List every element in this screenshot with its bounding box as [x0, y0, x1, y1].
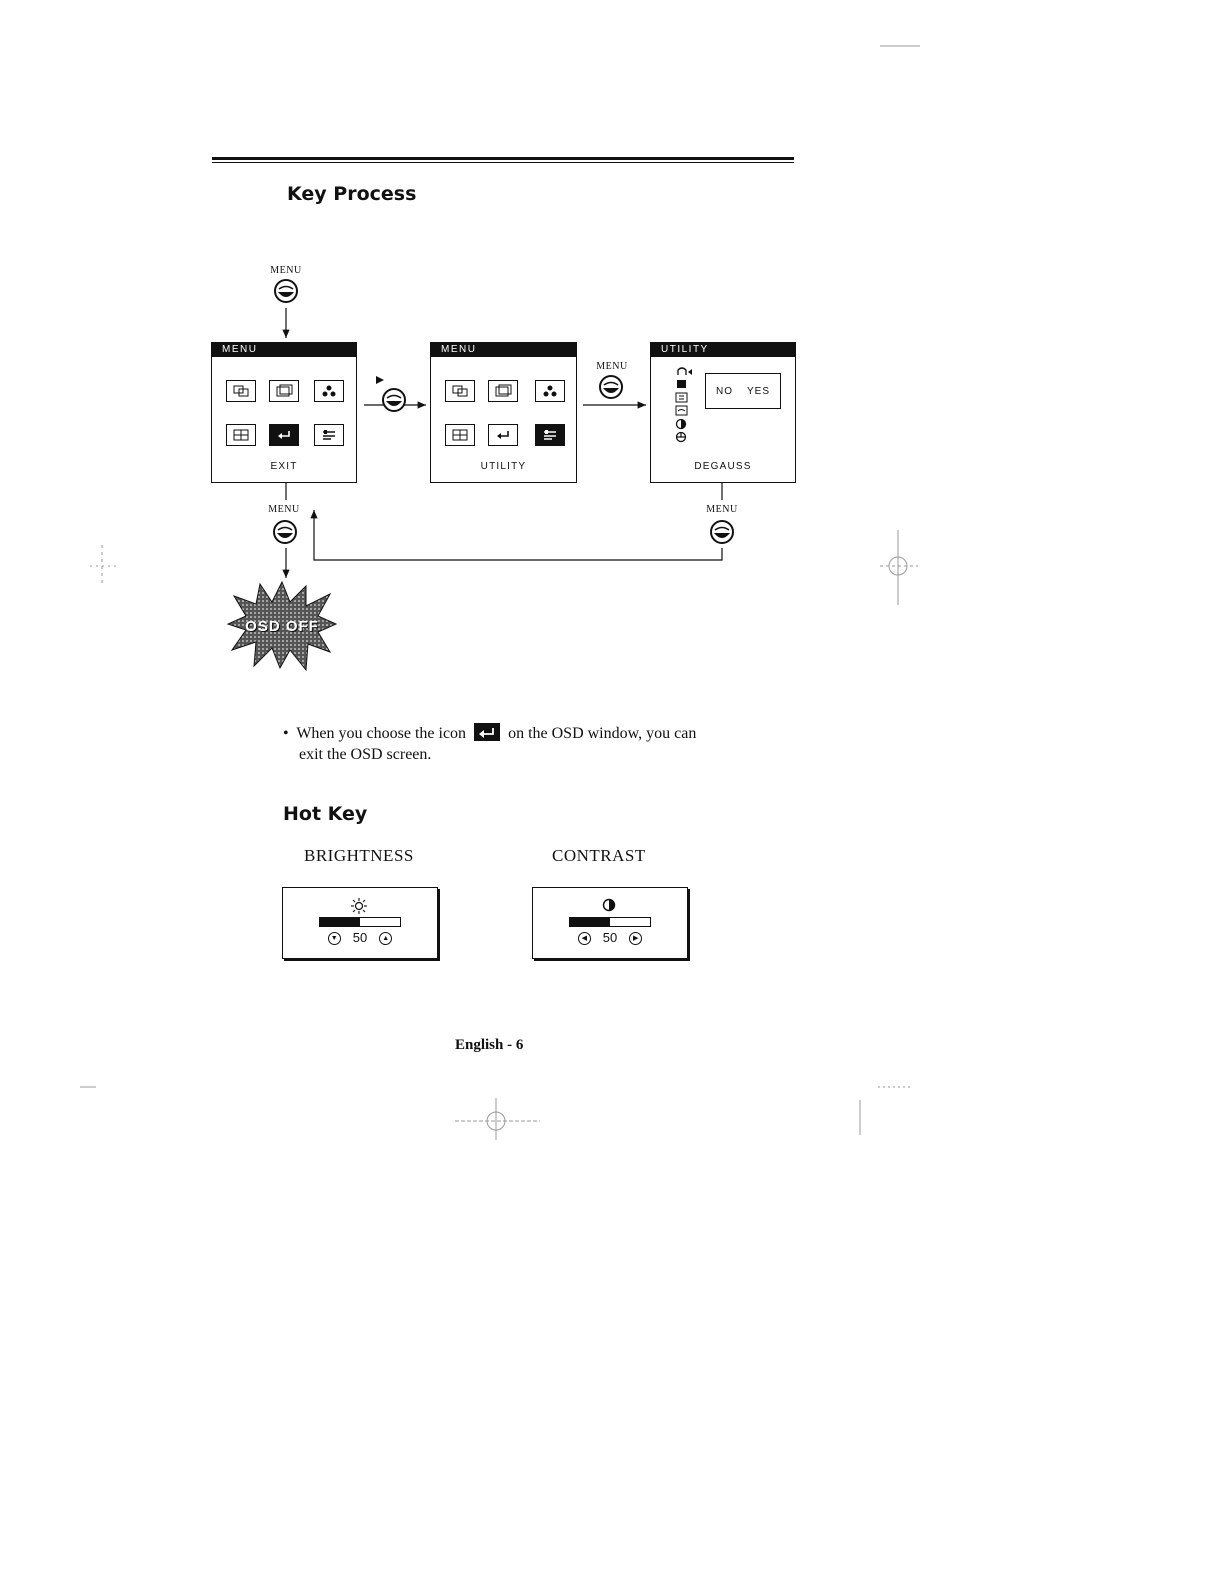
- utility-icon[interactable]: [535, 424, 565, 446]
- position-icon[interactable]: [226, 380, 256, 402]
- decrease-icon[interactable]: ▼: [328, 932, 341, 945]
- position-icon[interactable]: [445, 380, 475, 402]
- brightness-osd: [282, 887, 438, 959]
- osd-off-burst: [226, 580, 338, 672]
- osd-caption: UTILITY: [480, 461, 527, 472]
- utility-icon[interactable]: [314, 424, 344, 446]
- brightness-value-row: [283, 930, 437, 945]
- bar-fill: [320, 918, 360, 926]
- exit-icon: [474, 723, 500, 741]
- contrast-icon: [602, 898, 616, 912]
- color-icon[interactable]: [314, 380, 344, 402]
- menu-button-label-utility: MENU: [706, 504, 738, 515]
- burst-label: OSD OFF: [245, 618, 319, 635]
- color-icon[interactable]: [535, 380, 565, 402]
- degauss-option-box: [705, 373, 781, 409]
- decrease-icon[interactable]: ◀: [578, 932, 591, 945]
- osd-caption: DEGAUSS: [694, 461, 752, 472]
- geometry-icon[interactable]: [226, 424, 256, 446]
- brightness-value: 50: [352, 930, 368, 945]
- bullet-text-before: When you choose the icon: [296, 725, 467, 742]
- osd-caption: EXIT: [270, 461, 298, 472]
- contrast-label: CONTRAST: [552, 846, 646, 865]
- increase-icon[interactable]: ▲: [379, 932, 392, 945]
- brightness-level-bar[interactable]: [319, 917, 401, 927]
- menu-button-icon[interactable]: [598, 374, 624, 400]
- osd-menu-exit-selected: [211, 342, 357, 483]
- osd-menu-utility-selected: [430, 342, 577, 483]
- osd-title: MENU: [212, 343, 356, 357]
- menu-button-label-top: MENU: [270, 265, 302, 276]
- osd-utility-degauss: [650, 342, 796, 483]
- menu-button-label-mid: MENU: [596, 361, 628, 372]
- brightness-label: BRIGHTNESS: [304, 846, 414, 865]
- size-icon[interactable]: [488, 380, 518, 402]
- contrast-osd: [532, 887, 688, 959]
- size-icon[interactable]: [269, 380, 299, 402]
- menu-button-icon[interactable]: [272, 519, 298, 545]
- menu-button-icon[interactable]: [273, 278, 299, 304]
- geometry-icon[interactable]: [445, 424, 475, 446]
- osd-title: UTILITY: [651, 343, 795, 357]
- section-title-hot-key: Hot Key: [283, 803, 368, 825]
- exit-icon[interactable]: [269, 424, 299, 446]
- utility-submenu-icons: [675, 365, 699, 449]
- option-no[interactable]: NO: [715, 385, 733, 397]
- bar-fill: [570, 918, 610, 926]
- contrast-value-row: [533, 930, 687, 945]
- osd-title: MENU: [431, 343, 576, 357]
- contrast-level-bar[interactable]: [569, 917, 651, 927]
- menu-button-icon[interactable]: [709, 519, 735, 545]
- exit-icon[interactable]: [488, 424, 518, 446]
- contrast-value: 50: [602, 930, 618, 945]
- bullet-dot: •: [283, 725, 289, 742]
- menu-button-label-exit: MENU: [268, 504, 300, 515]
- page-footer: English - 6: [455, 1037, 524, 1053]
- increase-icon[interactable]: ▶: [629, 932, 642, 945]
- bullet-paragraph: [283, 723, 803, 765]
- section-title-key-process: Key Process: [287, 183, 417, 205]
- bullet-text-line2: exit the OSD screen.: [299, 746, 432, 763]
- option-yes[interactable]: YES: [746, 385, 770, 397]
- menu-button-icon[interactable]: [381, 387, 407, 413]
- sun-icon: [350, 898, 368, 914]
- bullet-text-after: on the OSD window, you can: [508, 725, 697, 742]
